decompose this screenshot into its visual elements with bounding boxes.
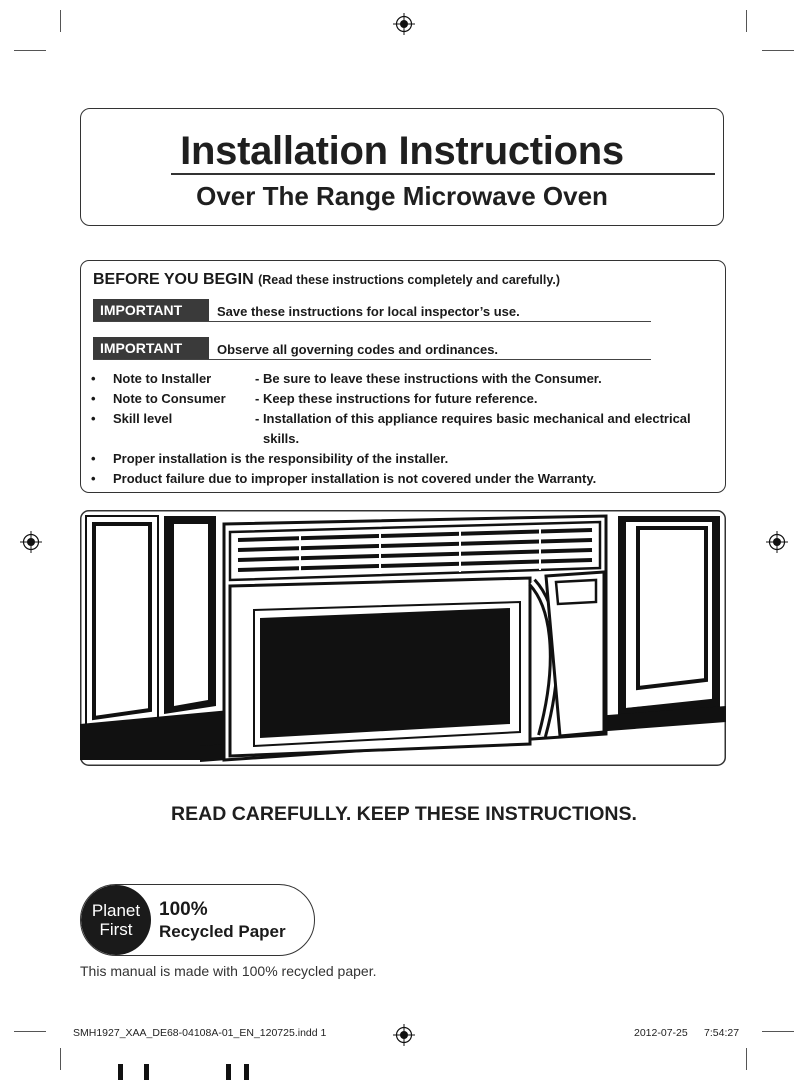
bullet-icon: • — [91, 451, 96, 466]
crop-mark — [746, 1048, 747, 1070]
footer-timestamp: 2012-07-25 7:54:27 — [634, 1027, 740, 1039]
list-item — [91, 409, 711, 449]
heading-note: (Read these instructions completely and carefully.) — [258, 273, 561, 287]
print-bar — [226, 1064, 231, 1080]
recycled-label: Recycled Paper — [159, 922, 286, 941]
crop-mark — [762, 50, 794, 51]
note-text: - Installation of this appliance requires basic mechanical and electrical — [255, 411, 691, 426]
important-row — [93, 299, 651, 322]
crop-mark — [60, 10, 61, 32]
page-subtitle: Over The Range Microwave Oven — [196, 181, 608, 211]
registration-mark-icon — [766, 531, 788, 553]
bullet-icon: • — [91, 391, 96, 406]
crop-mark — [746, 10, 747, 32]
recycled-percent: 100% — [159, 899, 208, 920]
important-row — [93, 337, 651, 360]
crop-mark — [14, 50, 46, 51]
crop-mark — [60, 1048, 61, 1070]
heading-text: BEFORE YOU BEGIN — [93, 271, 254, 288]
important-text: Save these instructions for local inspector’s use. — [217, 304, 520, 319]
bullet-icon: • — [91, 371, 96, 386]
print-bar — [244, 1064, 249, 1080]
note-label: Note to Installer — [113, 371, 212, 386]
bullet-text: Product failure due to improper installation is not covered under the Warranty. — [113, 471, 597, 486]
important-tag: IMPORTANT — [93, 337, 209, 359]
manual-note: This manual is made with 100% recycled paper. — [80, 963, 377, 979]
print-bar — [118, 1064, 123, 1080]
footer-file-slug: SMH1927_XAA_DE68-04108A-01_EN_120725.indd 1 — [73, 1027, 327, 1039]
list-item — [91, 369, 711, 389]
title-box — [80, 108, 724, 226]
list-item — [91, 389, 711, 409]
registration-mark-icon — [20, 531, 42, 553]
list-item — [91, 449, 711, 469]
registration-mark-icon — [393, 1024, 415, 1046]
microwave-illustration — [80, 510, 726, 766]
note-text: - Keep these instructions for future reference. — [255, 391, 538, 406]
planet-first-line2: First — [99, 920, 133, 939]
note-label: Skill level — [113, 411, 173, 426]
read-carefully-notice: READ CAREFULLY. KEEP THESE INSTRUCTIONS. — [171, 803, 637, 825]
title-divider — [171, 173, 715, 175]
registration-mark-icon — [393, 13, 415, 35]
note-text: - Be sure to leave these instructions with the Consumer. — [255, 371, 602, 386]
before-you-begin-box — [80, 260, 726, 493]
list-item — [91, 469, 711, 489]
notes-list — [91, 369, 711, 489]
important-tag: IMPORTANT — [93, 299, 209, 321]
bullet-icon: • — [91, 471, 96, 486]
before-you-begin-heading — [93, 271, 560, 289]
print-bar — [144, 1064, 149, 1080]
important-text: Observe all governing codes and ordinances. — [217, 342, 499, 357]
bullet-text: Proper installation is the responsibility of the installer. — [113, 451, 449, 466]
crop-mark — [762, 1031, 794, 1032]
page-title: Installation Instructions — [180, 129, 624, 173]
planet-first-logo-icon — [81, 885, 151, 955]
crop-mark — [14, 1031, 46, 1032]
planet-first-line1: Planet — [91, 901, 141, 920]
bullet-icon: • — [91, 411, 96, 426]
note-text-continued: skills. — [263, 431, 300, 446]
recycled-paper-badge — [80, 884, 315, 956]
note-label: Note to Consumer — [113, 391, 226, 406]
